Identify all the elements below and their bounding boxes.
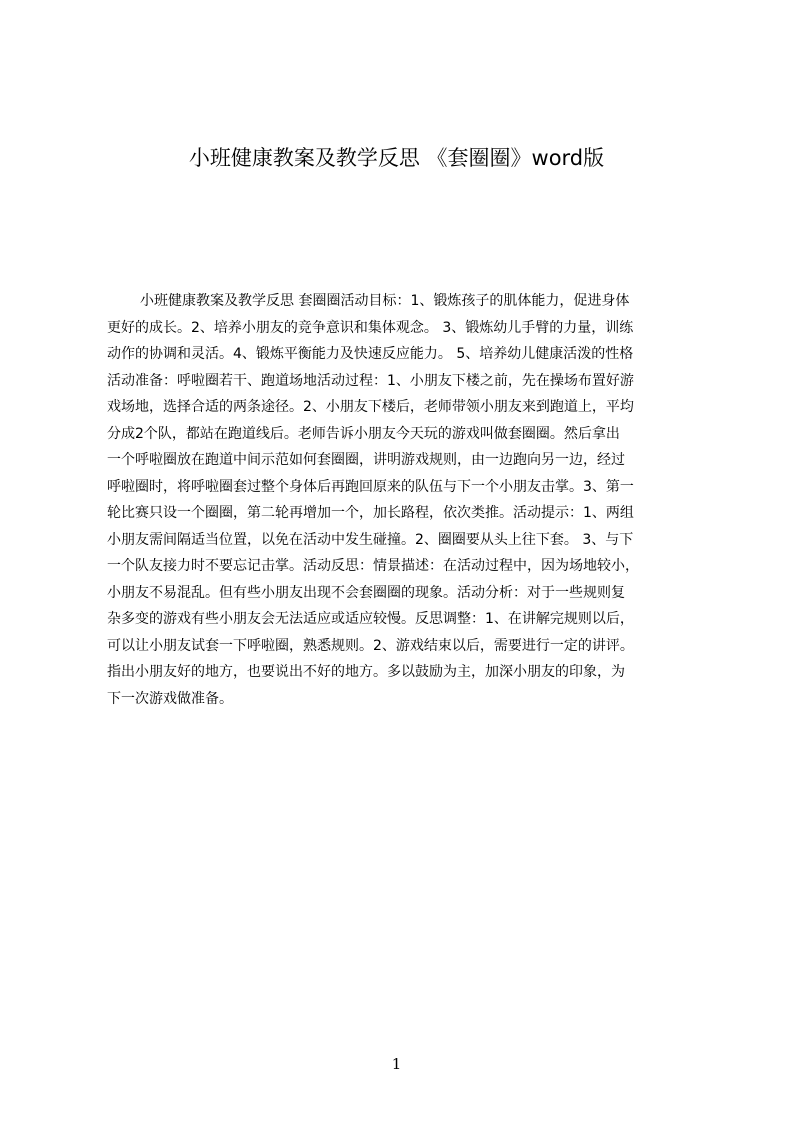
- page-number: 1: [391, 1055, 402, 1073]
- body-line: 呼啦圈时，将呼啦圈套过整个身体后再跑回原来的队伍与下一个小朋友击掌。3、第一: [107, 478, 634, 495]
- body-line: 轮比赛只设一个圈圈，第二轮再增加一个，加长路程，依次类推。活动提示：1、两组: [107, 505, 634, 521]
- body-line: 动作的协调和灵活。4、锻炼平衡能力及快速反应能力。 5、培养幼儿健康活泼的性格: [107, 346, 634, 362]
- body-line: 指出小朋友好的地方，也要说出不好的地方。多以鼓励为主，加深小朋友的印象，为: [107, 664, 625, 680]
- document-title: 小班健康教案及教学反思 《套圈圈》word版: [188, 146, 605, 170]
- body-line: 一个队友接力时不要忘记击掌。活动反思：情景描述：在活动过程中，因为场地较小，: [107, 558, 639, 574]
- body-line: 分成2个队，都站在跑道线后。老师告诉小朋友今天玩的游戏叫做套圈圈。然后拿出: [107, 425, 620, 442]
- body-line: 小朋友需间隔适当位置，以免在活动中发生碰撞。2、圈圈要从头上往下套。 3、与下: [107, 531, 634, 548]
- body-line: 戏场地，选择合适的两条途径。2、小朋友下楼后，老师带领小朋友来到跑道上，平均: [107, 399, 634, 415]
- document-body: [107, 288, 698, 712]
- body-line: 小朋友不易混乱。但有些小朋友出现不会套圈圈的现象。活动分析：对于一些规则复: [107, 584, 625, 601]
- body-line: 更好的成长。2、培养小朋友的竞争意识和集体观念。 3、锻炼幼儿手臂的力量，训练: [107, 319, 634, 336]
- body-line: 下一次游戏做准备。: [107, 690, 233, 707]
- body-line: 可以让小朋友试套一下呼啦圈，熟悉规则。2、游戏结束以后，需要进行一定的讲评。: [107, 637, 634, 654]
- body-line: 杂多变的游戏有些小朋友会无法适应或适应较慢。反思调整：1、在讲解完规则以后，: [107, 611, 634, 627]
- body-line: 活动准备：呼啦圈若干、跑道场地活动过程：1、小朋友下楼之前，先在操场布置好游: [107, 372, 634, 389]
- body-line: 小班健康教案及教学反思 套圈圈活动目标：1、锻炼孩子的肌体能力，促进身体: [140, 293, 630, 309]
- body-line: 一个呼啦圈放在跑道中间示范如何套圈圈，讲明游戏规则，由一边跑向另一边，经过: [107, 452, 625, 468]
